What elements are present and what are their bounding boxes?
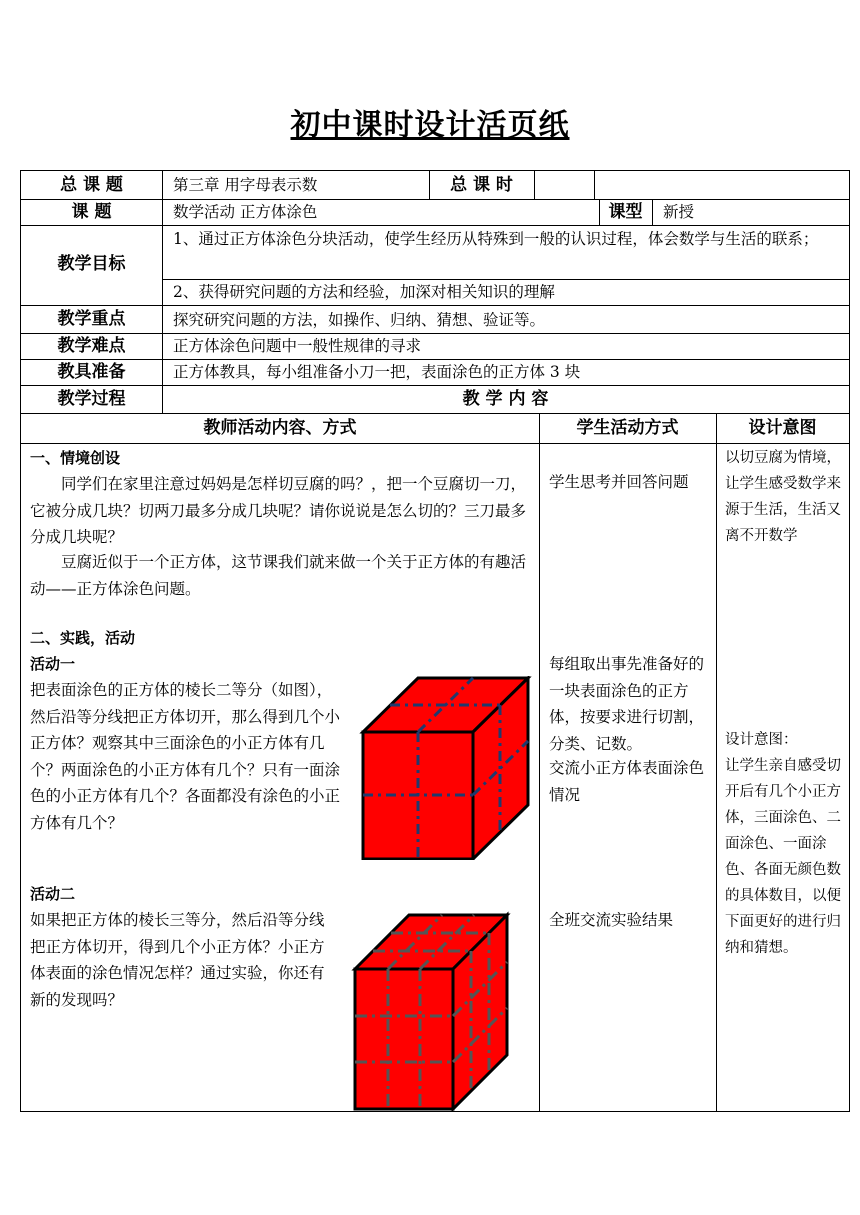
row-divider xyxy=(21,443,849,444)
total-topic-value: 第三章 用字母表示数 xyxy=(173,176,318,194)
goals-label: 教学目标 xyxy=(57,254,126,274)
goal-2: 2、获得研究问题的方法和经验，加深对相关知识的理解 xyxy=(173,283,555,301)
goal-1: 1、通过正方体涂色分块活动，使学生经历从特殊到一般的认识过程，体会数学与生活的联系； xyxy=(173,230,819,248)
key-point-label: 教学重点 xyxy=(57,309,126,329)
activity-1-text: 把表面涂色的正方体的棱长二等分（如图），然后沿等分线把正方体切开，那么得到几个小正方体？观察其中三面涂色的小正方体有几个？两面涂色的小正方体有几个？只有一面涂色的小正方体有几个？各面都没有涂色的小正方体有几个？ xyxy=(30,681,341,832)
lesson-table xyxy=(20,170,850,1112)
cube-trisected-diagram xyxy=(351,911,511,1111)
student-activity-1: 学生思考并回答问题 xyxy=(549,473,689,491)
col-divider xyxy=(716,413,717,1111)
tools-value: 正方体教具，每小组准备小刀一把，表面涂色的正方体 3 块 xyxy=(173,363,581,381)
cube-front-face xyxy=(355,969,453,1109)
row-divider xyxy=(21,413,849,414)
section-1-paragraph-2: 豆腐近似于一个正方体，这节课我们就来做一个关于正方体的有趣活动——正方体涂色问题。 xyxy=(30,553,527,598)
row-divider xyxy=(21,385,849,386)
col-divider xyxy=(539,413,540,1111)
section-1-title: 一、情境创设 xyxy=(30,449,121,467)
total-hours-label: 总 课 时 xyxy=(450,175,513,195)
activity-1-title: 活动一 xyxy=(30,655,76,673)
col-divider xyxy=(534,171,535,199)
design-intent-2-title: 设计意图： xyxy=(725,732,798,748)
student-activity-2: 每组取出事先准备好的一块表面涂色的正方体，按要求进行切割，分类、记数。 xyxy=(549,655,705,753)
section-2-title: 二、实践，活动 xyxy=(30,629,136,647)
key-point-value: 探究研究问题的方法，如操作、归纳、猜想、验证等。 xyxy=(173,311,546,329)
lesson-type-value: 新授 xyxy=(663,203,695,221)
section-1-paragraph-1: 同学们在家里注意过妈妈是怎样切豆腐的吗？，把一个豆腐切一刀，它被分成几块？切两刀最多分成几块呢？请你说说是怎么切的？三刀最多分成几块呢？ xyxy=(30,475,527,546)
topic-label: 课 题 xyxy=(71,202,112,222)
row-divider xyxy=(21,305,849,306)
student-activity-4: 全班交流实验结果 xyxy=(549,911,674,929)
topic-value: 数学活动 正方体涂色 xyxy=(173,203,318,221)
process-label: 教学过程 xyxy=(57,389,126,409)
difficulty-label: 教学难点 xyxy=(57,336,126,356)
teacher-column-header: 教师活动内容、方式 xyxy=(203,418,357,438)
content-label: 教 学 内 容 xyxy=(462,389,549,409)
student-activity-3: 交流小正方体表面涂色情况 xyxy=(549,759,705,804)
difficulty-value: 正方体涂色问题中一般性规律的寻求 xyxy=(173,337,422,355)
col-divider xyxy=(594,171,595,199)
lesson-type-label: 课型 xyxy=(608,202,643,222)
activity-2-text: 如果把正方体的棱长三等分，然后沿等分线把正方体切开，得到几个小正方体？小正方体表面的涂色情况怎样？通过实验，你还有新的发现吗？ xyxy=(30,911,325,1009)
tools-label: 教具准备 xyxy=(57,362,126,382)
page-title: 初中课时设计活页纸 xyxy=(290,108,570,143)
cube-halved-diagram xyxy=(353,676,533,860)
design-intent-2: 让学生亲自感受切开后有几个小正方体，三面涂色、二面涂色、一面涂色、各面无颜色数的具体数目，以便下面更好的进行归纳和猜想。 xyxy=(725,758,841,956)
student-column-header: 学生活动方式 xyxy=(576,418,679,438)
design-intent-1: 以切豆腐为情境，让学生感受数学来源于生活，生活又离不开数学 xyxy=(725,450,841,544)
design-column-header: 设计意图 xyxy=(748,418,817,438)
col-divider xyxy=(162,171,163,413)
activity-2-title: 活动二 xyxy=(30,885,76,903)
col-divider xyxy=(652,199,653,225)
total-topic-label: 总 课 题 xyxy=(60,175,123,195)
